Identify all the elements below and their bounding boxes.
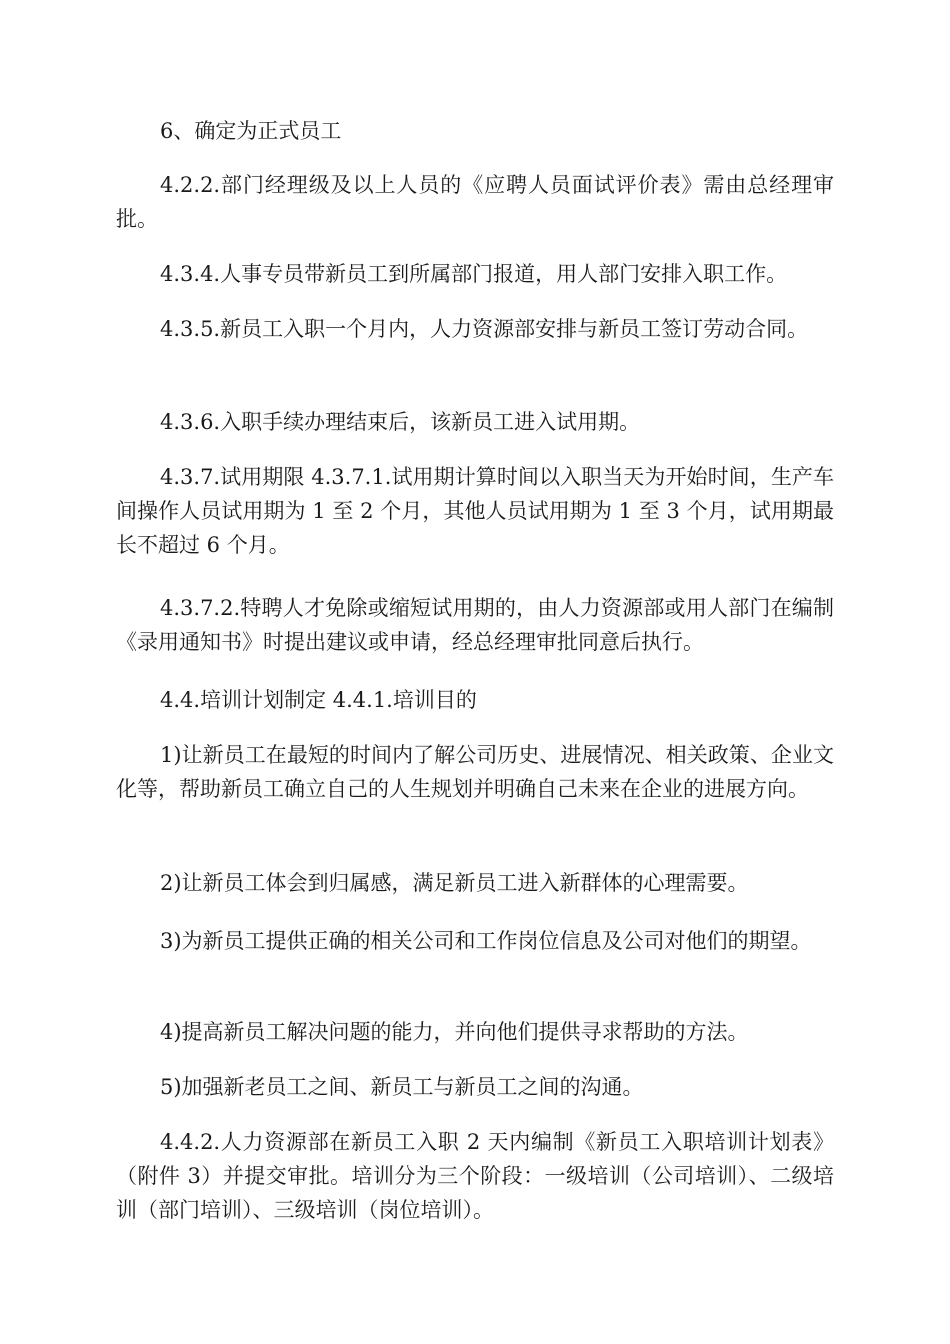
paragraph-4-3-5: 4.3.5.新员工入职一个月内，人力资源部安排与新员工签订劳动合同。 <box>160 317 809 341</box>
paragraph-purpose-5: 5)加强新老员工之间、新员工与新员工之间的沟通。 <box>160 1075 644 1099</box>
paragraph-4-2-2: 4.2.2.部门经理级及以上人员的《应聘人员面试评价表》需由总经理审批。 <box>116 173 834 231</box>
paragraph-purpose-3: 3)为新员工提供正确的相关公司和工作岗位信息及公司对他们的期望。 <box>160 929 812 953</box>
paragraph-4-3-7: 4.3.7.试用期限 4.3.7.1.试用期计算时间以入职当天为开始时间，生产车间操作人员试用期为 1 至 2 个月，其他人员试用期为 1 至 3 个月，试用期最长不超过 6 个月。 <box>116 465 834 557</box>
paragraph-purpose-1: 1)让新员工在最短的时间内了解公司历史、进展情况、相关政策、企业文化等，帮助新员工确立自己的人生规划并明确自己未来在企业的进展方向。 <box>116 743 834 801</box>
paragraph-4-4: 4.4.培训计划制定 4.4.1.培训目的 <box>160 688 477 712</box>
paragraph-purpose-2: 2)让新员工体会到归属感，满足新员工进入新群体的心理需要。 <box>160 871 749 895</box>
paragraph-4-4-2: 4.4.2.人力资源部在新员工入职 2 天内编制《新员工入职培训计划表》（附件 3）并提交审批。培训分为三个阶段：一级培训（公司培训）、二级培训（部门培训）、三级培训（岗位培训）。 <box>116 1130 834 1222</box>
paragraph-confirm-regular-employee: 6、确定为正式员工 <box>160 119 342 143</box>
paragraph-4-3-4: 4.3.4.人事专员带新员工到所属部门报道，用人部门安排入职工作。 <box>160 262 788 286</box>
paragraph-4-3-6: 4.3.6.入职手续办理结束后，该新员工进入试用期。 <box>160 410 641 434</box>
paragraph-4-3-7-2: 4.3.7.2.特聘人才免除或缩短试用期的，由人力资源部或用人部门在编制《录用通知书》时提出建议或申请，经总经理审批同意后执行。 <box>116 596 834 654</box>
paragraph-purpose-4: 4)提高新员工解决问题的能力，并向他们提供寻求帮助的方法。 <box>160 1020 749 1044</box>
